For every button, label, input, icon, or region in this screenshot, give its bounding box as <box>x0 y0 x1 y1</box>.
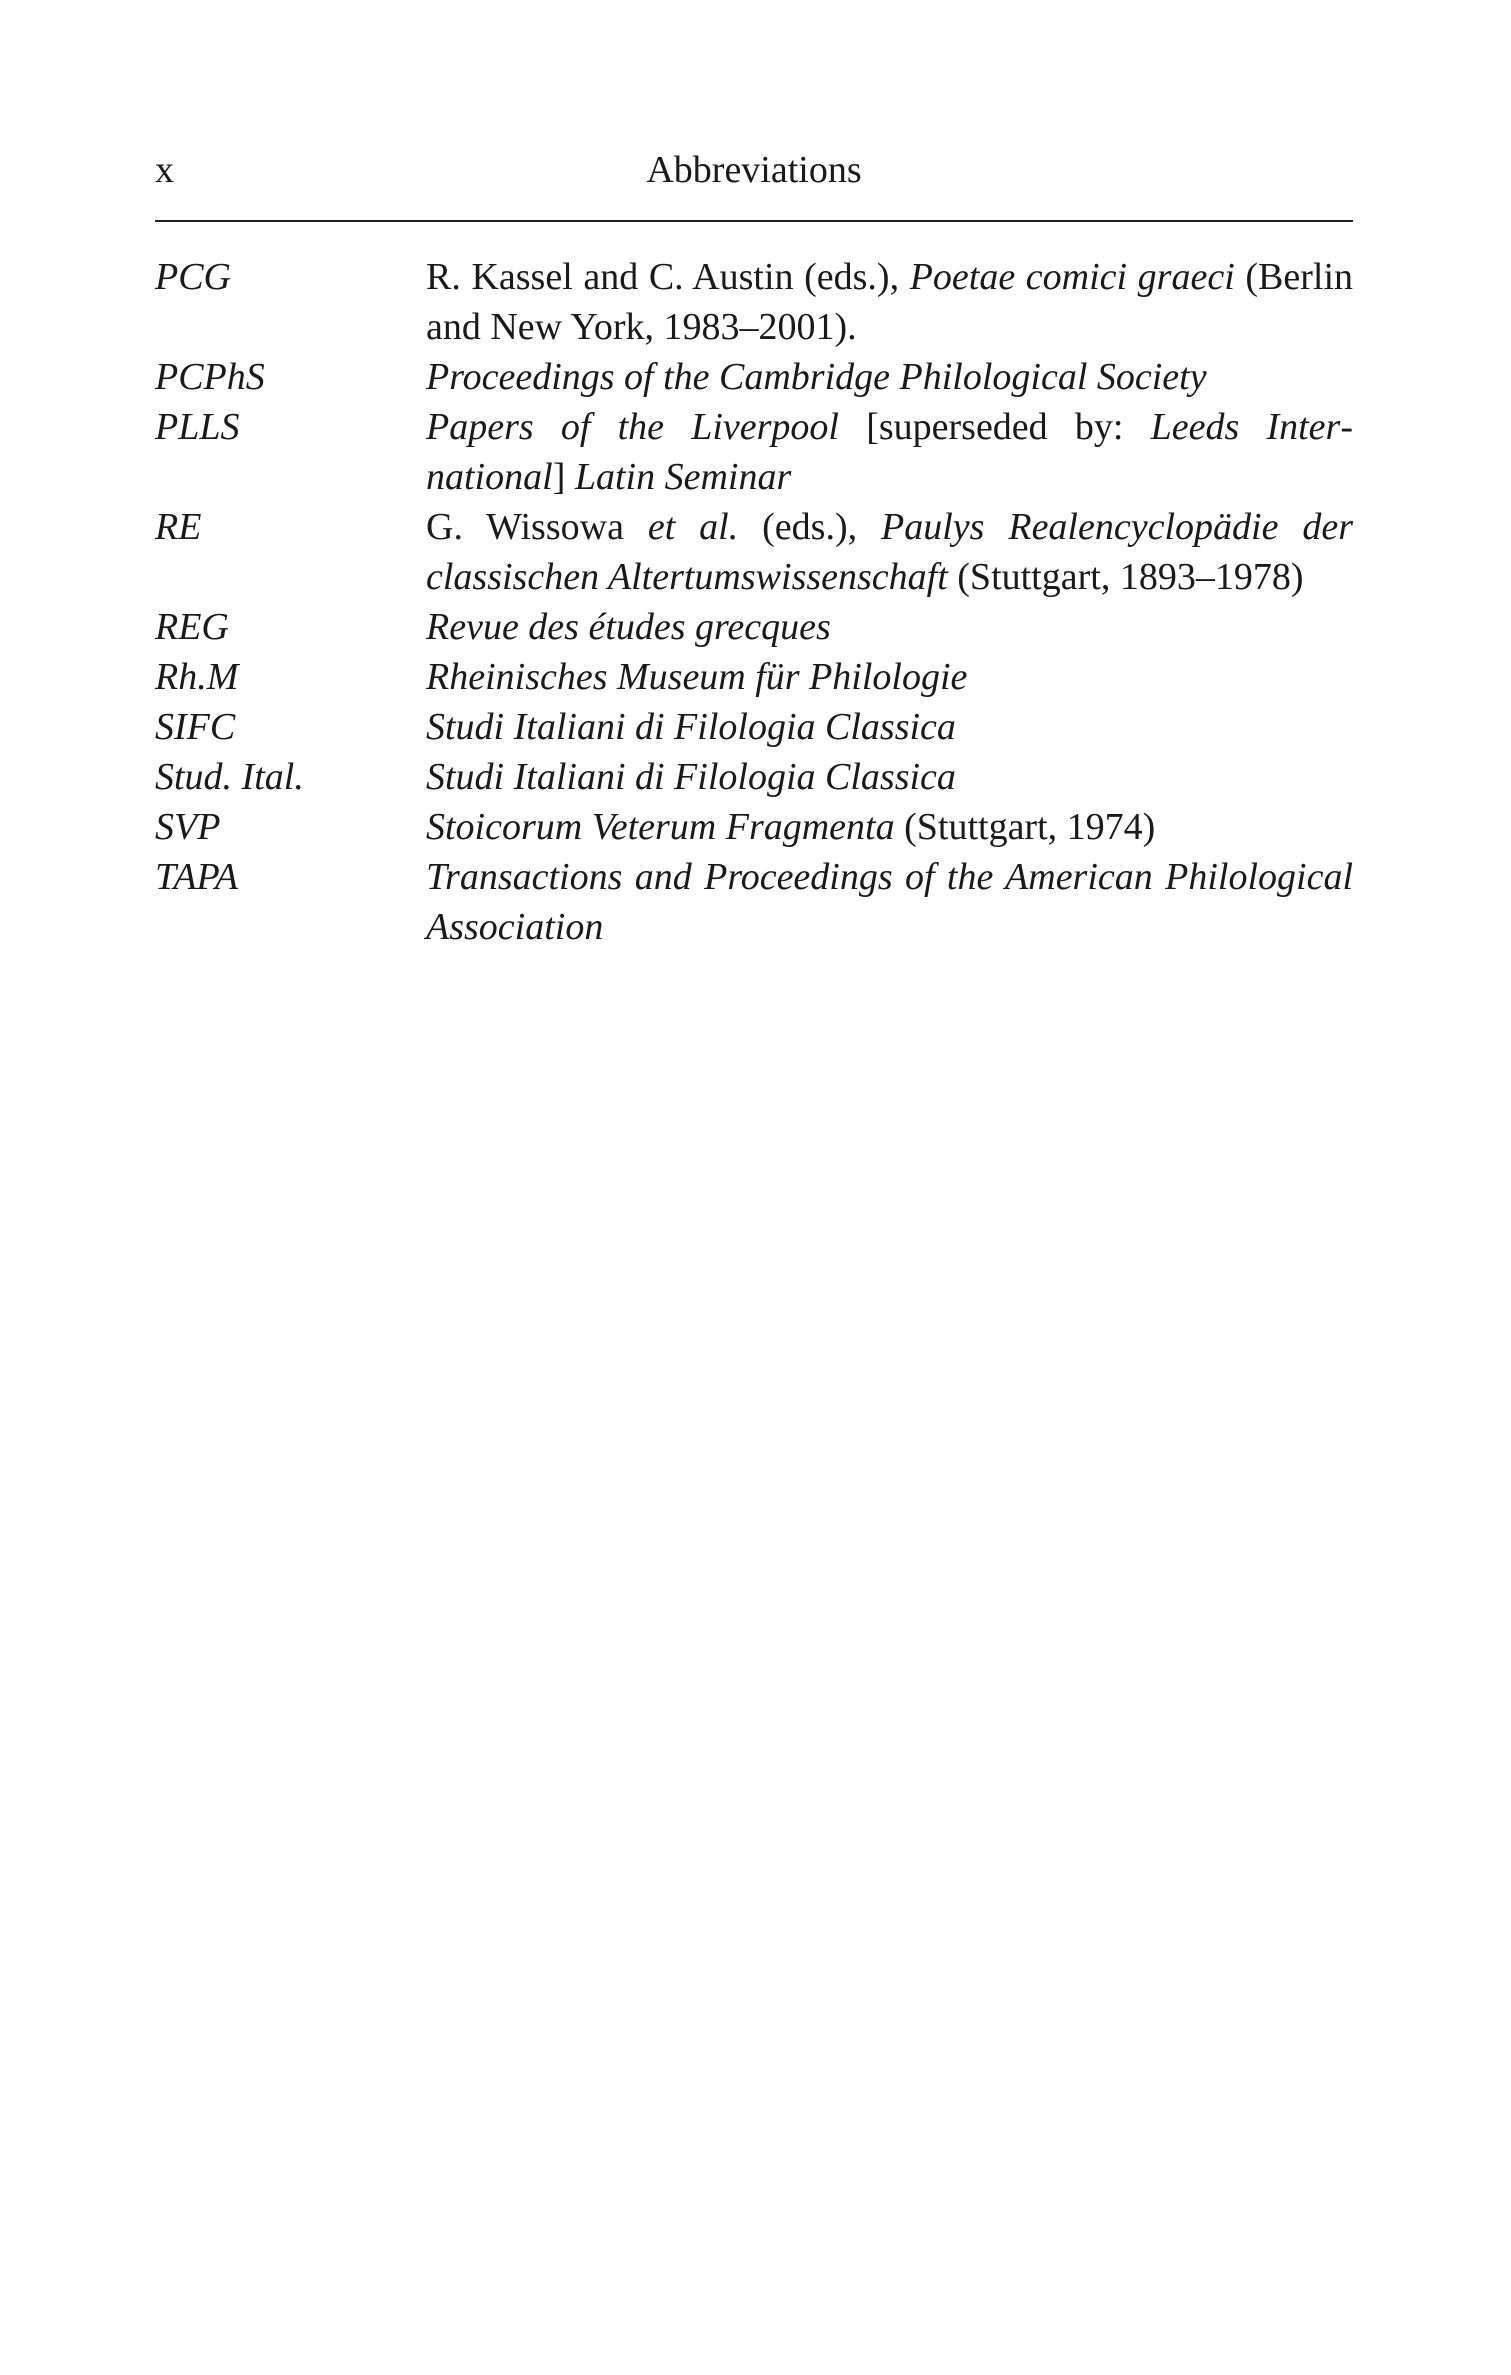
italic-text: Poetae comici graeci <box>909 256 1235 298</box>
header-rule <box>155 220 1353 222</box>
abbreviations-list <box>155 252 1353 952</box>
italic-text: Proceedings of the Cambridge Philological Society <box>426 356 1207 398</box>
roman-text: (Stuttgart, 1893–1978) <box>947 556 1304 598</box>
abbreviation-term: PCG <box>155 256 231 298</box>
abbreviation-term: RE <box>155 506 202 548</box>
abbreviation-entry <box>155 752 1353 802</box>
abbreviation-expansion <box>426 702 1353 752</box>
running-head <box>155 140 1353 200</box>
italic-text: Latin Seminar <box>574 456 792 498</box>
running-head-title: Abbreviations <box>646 149 862 191</box>
roman-text: G. Wissowa <box>426 506 648 548</box>
roman-text: [superseded by: <box>839 406 1151 448</box>
italic-text: Studi Italiani di Filologia Classica <box>426 756 956 798</box>
abbreviation-entry <box>155 352 1353 402</box>
roman-text: (Stuttgart, 1974) <box>894 806 1156 848</box>
abbreviation-term: SIFC <box>155 706 236 748</box>
italic-text: Stoicorum Veterum Fragmenta <box>426 806 895 848</box>
abbreviation-expansion <box>426 502 1353 602</box>
italic-text: Rheinisches Museum für Philologie <box>426 656 968 698</box>
abbreviation-entry <box>155 802 1353 852</box>
book-page <box>155 140 1354 948</box>
abbreviation-entry <box>155 502 1353 602</box>
abbreviation-entry <box>155 852 1353 952</box>
abbreviation-expansion <box>426 602 1353 652</box>
italic-text: Leeds International <box>426 406 1353 498</box>
abbreviation-entry <box>155 702 1353 752</box>
abbreviation-expansion <box>426 852 1353 952</box>
abbreviation-term: REG <box>155 606 229 648</box>
italic-text: Transactions and Proceedings of the American Philological Association <box>426 856 1353 948</box>
italic-text: Revue des études grecques <box>426 606 831 648</box>
abbreviation-term: PCPhS <box>155 356 265 398</box>
abbreviation-expansion <box>426 402 1353 502</box>
abbreviation-entry <box>155 602 1353 652</box>
abbreviation-entry <box>155 402 1353 502</box>
abbreviation-expansion <box>426 752 1353 802</box>
abbreviation-term: TAPA <box>155 856 239 898</box>
abbreviation-entry <box>155 252 1353 352</box>
italic-text: Papers of the Liverpool <box>426 406 839 448</box>
abbreviation-term: SVP <box>155 806 221 848</box>
page-number: x <box>155 149 174 191</box>
abbreviation-expansion <box>426 252 1353 352</box>
abbreviation-term: PLLS <box>155 406 240 448</box>
roman-text: ] <box>552 456 575 498</box>
abbreviation-term: Stud. Ital. <box>155 756 304 798</box>
abbreviation-expansion <box>426 352 1353 402</box>
italic-text: Paulys Realencyclopädie der classischen Altertumswissenschaft <box>426 506 1353 598</box>
abbreviation-expansion <box>426 652 1353 702</box>
italic-text: Studi Italiani di Filologia Classica <box>426 706 956 748</box>
abbreviation-entry <box>155 652 1353 702</box>
roman-text: R. Kassel and C. Austin (eds.), <box>426 256 910 298</box>
abbreviation-term: Rh.M <box>155 656 239 698</box>
abbreviation-expansion <box>426 802 1353 852</box>
italic-text: et al. <box>647 506 739 548</box>
roman-text: (Berlin and New York, 1983–2001). <box>426 256 1354 348</box>
roman-text: (eds.), <box>738 506 882 548</box>
